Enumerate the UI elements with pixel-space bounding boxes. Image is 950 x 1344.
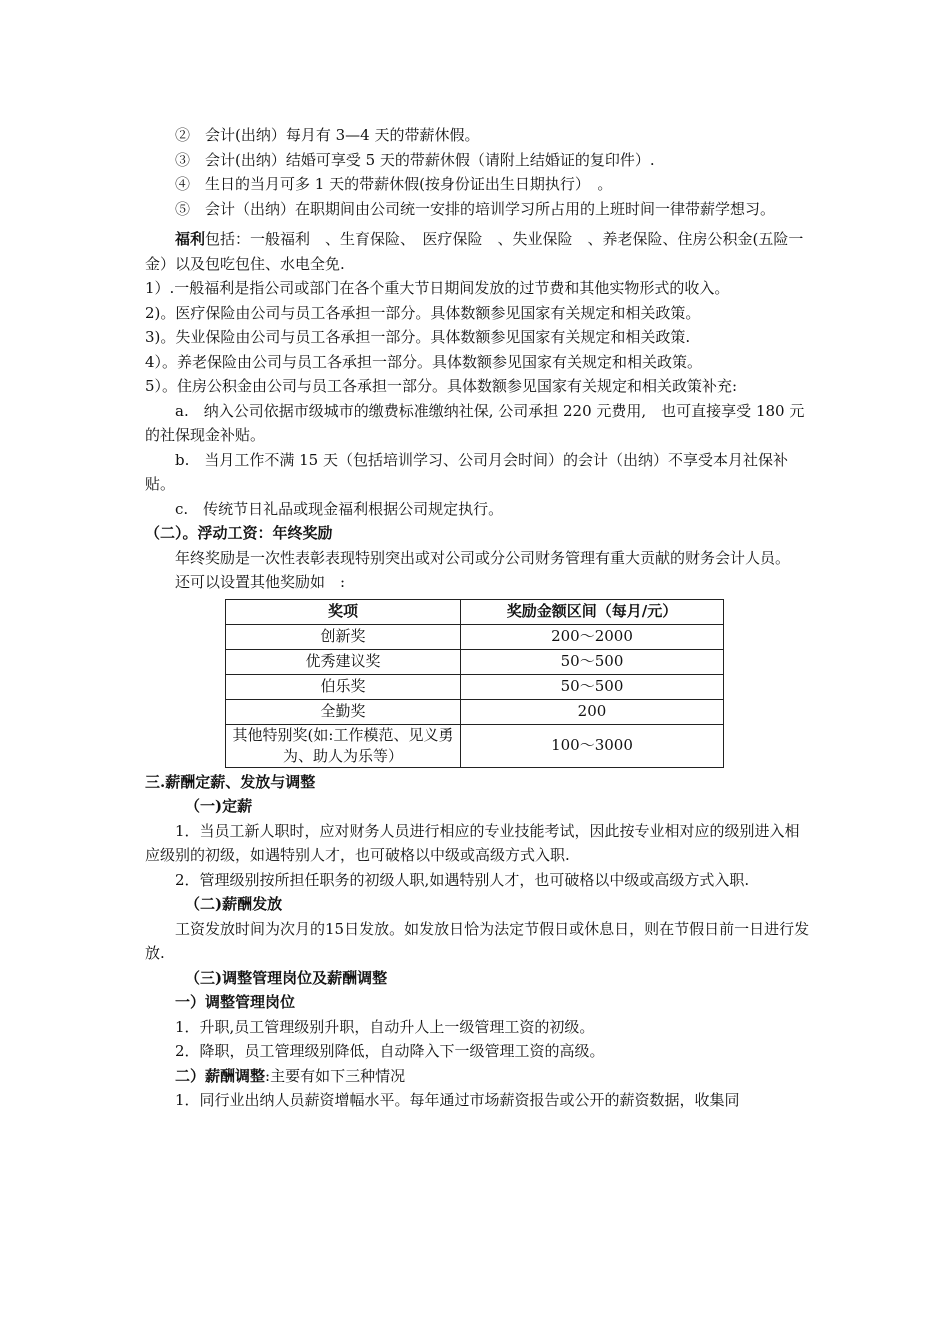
award-amount: 50～500 [461,674,724,699]
subitem-a: a. 纳入公司依据市级城市的缴费标准缴纳社保, 公司承担 220 元费用, 也可直接享受 180 元的社保现金补贴。 [145,401,805,444]
table-row [226,624,724,649]
welfare-item: 4）。养老保险由公司与员工各承担一部分。具体数额参见国家有关规定和相关政策。 [145,352,703,371]
award-name: 创新奖 [226,624,461,649]
award-amount: 200～2000 [461,624,724,649]
leave-item: ④ 生日的当月可多 1 天的带薪休假(按身份证出生日期执行） 。 [175,175,613,193]
award-amount: 100～3000 [461,724,724,767]
award-name: 全勤奖 [226,699,461,724]
leave-item: ② 会计(出纳）每月有 3—4 天的带薪休假。 [175,126,480,144]
table-row [226,674,724,699]
body-paragraph: 1．升职,员工管理级别升职，自动升人上一级管理工资的初级。 [175,1017,595,1036]
subsection-heading: （二)薪酬发放 [185,895,283,913]
body-paragraph [145,1064,810,1089]
body-paragraph: 工资发放时间为次月的15日发放。如发放日恰为法定节假日或休息日，则在节假日前一日进行发放. [145,919,810,962]
welfare-item: 2)。医疗保险由公司与员工各承担一部分。具体数额参见国家有关规定和相关政策。 [145,303,701,322]
welfare-paragraph [145,227,810,276]
welfare-item: 1）.一般福利是指公司或部门在各个重大节日期间发放的过节费和其他实物形式的收入。 [145,279,730,297]
table-header-cell: 奖励金额区间（每月/元） [461,599,724,624]
table-row [226,724,724,767]
subsection-heading: 一）调整管理岗位 [175,993,296,1011]
bonus-description: 年终奖励是一次性表彰表现特别突出或对公司或分公司财务管理有重大贡献的财务会计人员。 [175,548,791,567]
award-amount: 200 [461,699,724,724]
table-row [226,699,724,724]
salary-adjust-text: :主要有如下三种情况 [265,1066,406,1085]
subsection-heading: （三)调整管理岗位及薪酬调整 [185,968,388,987]
table-header-row [226,599,724,624]
welfare-item: 5）。住房公积金由公司与员工各承担一部分。具体数额参见国家有关规定和相关政策补充: [145,377,738,395]
award-table [225,599,724,768]
welfare-item: 3)。失业保险由公司与员工各承担一部分。具体数额参见国家有关规定和相关政策. [145,328,691,346]
subsection-heading: （一)定薪 [185,797,253,815]
award-name: 优秀建议奖 [226,649,461,674]
body-paragraph: 1．同行业出纳人员薪资增幅水平。每年通过市场薪资报告或公开的薪资数据，收集同 [175,1091,740,1109]
award-amount: 50～500 [461,649,724,674]
leave-item: ⑤ 会计（出纳）在职期间由公司统一安排的培训学习所占用的上班时间一律带薪学想习。 [175,199,776,218]
leave-item: ③ 会计(出纳）结婚可享受 5 天的带薪休假（请附上结婚证的复印件）. [175,150,655,169]
award-name: 其他特别奖(如:工作模范、见义勇为、助人为乐等） [226,724,461,767]
document-body [145,123,810,1113]
section-heading: 三.薪酬定薪、发放与调整 [145,772,316,791]
table-header-cell: 奖项 [226,599,461,624]
table-row [226,649,724,674]
salary-adjust-label: 二）薪酬调整 [175,1066,266,1085]
bonus-intro: 还可以设置其他奖励如 : [175,573,346,591]
body-paragraph: 2．降职，员工管理级别降低，自动降入下一级管理工资的高级。 [175,1042,605,1060]
welfare-label: 福利 [175,230,206,248]
body-paragraph: 1．当员工新人职时，应对财务人员进行相应的专业技能考试，因此按专业相对应的级别进入相应级别的初级，如遇特别人才，也可破格以中级或高级方式入职. [145,821,800,864]
award-name: 伯乐奖 [226,674,461,699]
body-paragraph: 2．管理级别按所担任职务的初级人职,如遇特别人才，也可破格以中级或高级方式入职. [175,870,750,889]
subitem-c: c. 传统节日礼品或现金福利根据公司规定执行。 [175,499,504,518]
bonus-heading: （二）。浮动工资：年终奖励 [145,524,333,542]
welfare-text: 包括：一般福利 、生育保险、 医疗保险 、失业保险 、养老保险、住房公积金(五险一金）以及包吃包住、水电全免. [145,230,804,273]
subitem-b: b. 当月工作不满 15 天（包括培训学习、公司月会时间）的会计（出纳）不享受本月社保补贴。 [145,450,788,493]
